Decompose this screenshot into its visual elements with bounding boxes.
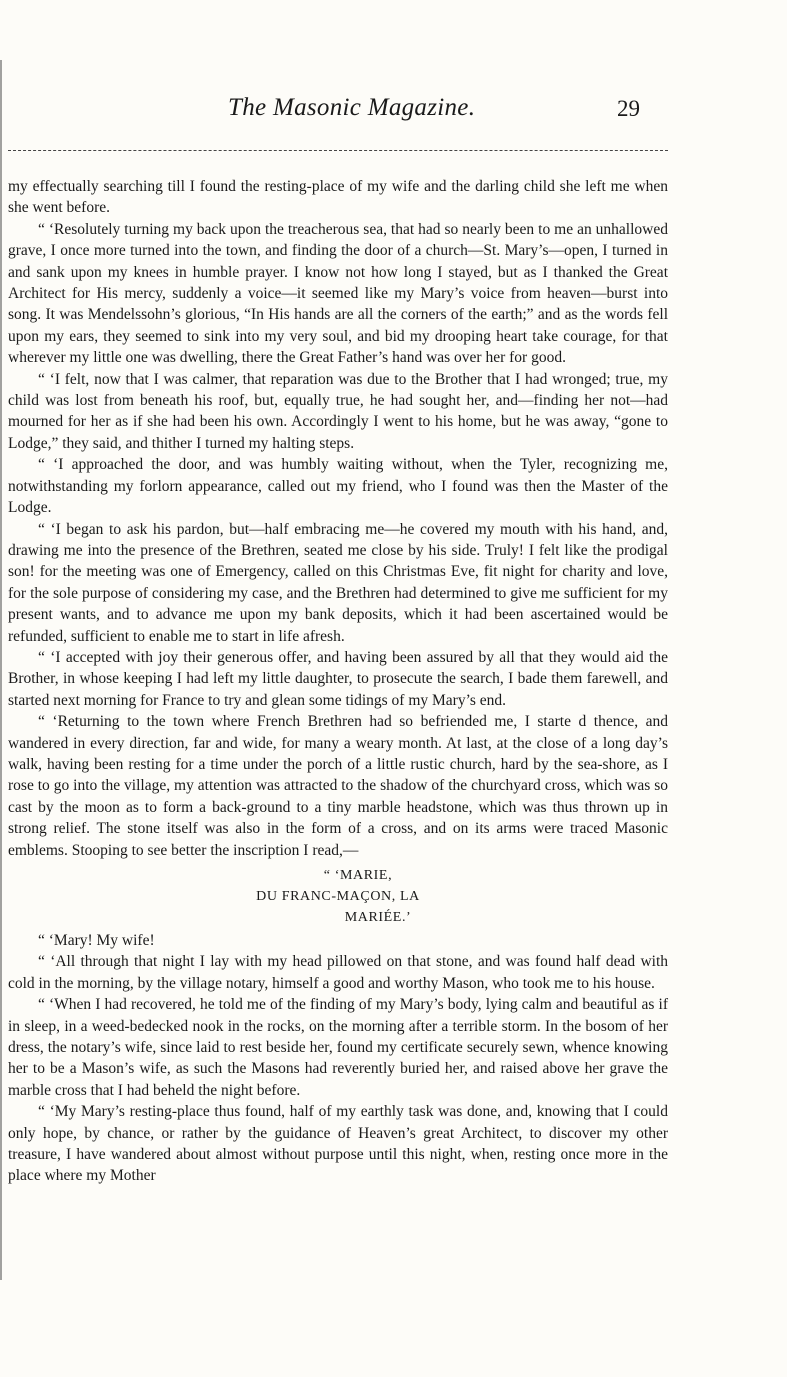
page-number: 29 [617,96,640,121]
paragraph: “ ‘I approached the door, and was humbly waiting without, when the Tyler, recognizing me, notwithstanding my forlorn appearance, called out my friend, who I found was then the Master of the Lodge. [8,456,668,517]
inscription-line: MARIÉE.’ [344,910,412,925]
paragraph: “ ‘When I had recovered, he told me of the finding of my Mary’s body, lying calm and beautiful as if in sleep, in a weed-bedecked nook in the rocks, on the morning after a terrible storm. In the bosom of her dress, the notary’s wife, since laid to rest beside her, found my certificate securely sewn, whence knowing her to be a Mason’s wife, as such the Masons had reverently buried her, and raised above her grave the marble cross that I had beheld the night before. [8,996,668,1099]
binding-edge [0,60,7,1280]
paragraph: “ ‘I felt, now that I was calmer, that reparation was due to the Brother that I had wronged; true, my child was lost from beneath his roof, but, equally true, he had sought her, and—finding her not—had mourned for her as if she had been his own. Accordingly I went to his home, but he was away, “gone to Lodge,” they said, and thither I turned my halting steps. [8,370,668,452]
page-header [0,88,787,128]
paragraph: “ ‘Returning to the town where French Brethren had so befriended me, I starte d thence, and wandered in every direction, far and wide, for many a weary month. At last, at the close of a long day’s walk, having been resting for a time under the porch of a little rustic church, hard by the sea-shore, as I rose to go into the village, my attention was attracted to the shadow of the churchyard cross, which was so cast by the moon as to form a back-ground to a tiny marble headstone, which was thus thrown up in strong relief. The stone itself was also in the form of a cross, and on its arms were traced Masonic emblems. Stooping to see better the inscription I read,— [8,713,668,859]
paragraph: “ ‘All through that night I lay with my head pillowed on that stone, and was found half dead with cold in the morning, by the village notary, himself a good and worthy Mason, who took me to his house. [8,953,668,992]
inscription-line: DU FRANC-MAÇON, LA [256,889,420,904]
paragraph: “ ‘Mary! My wife! [38,932,155,949]
paragraph: “ ‘I accepted with joy their generous offer, and having been assured by all that they would aid the Brother, in whose keeping I had left my little daughter, to prosecute the search, I bade them farewell, and started next morning for France to try and glean some tidings of my Mary’s end. [8,648,668,709]
paragraph: “ ‘My Mary’s resting-place thus found, half of my earthly task was done, and, knowing that I could only hope, by chance, or rather by the guidance of Heaven’s great Architect, to discover my other treasure, I have wandered about almost without purpose until this night, when, resting once more in the place where my Mother [8,1103,668,1185]
inscription-line: “ ‘MARIE, [323,868,393,883]
running-title: The Masonic Magazine. [228,94,476,121]
header-rule [8,150,668,151]
headstone-inscription [8,865,668,928]
paragraph: my effectually searching till I found the resting-place of my wife and the darling child she left me when she went before. [8,178,668,217]
paragraph: “ ‘I began to ask his pardon, but—half embracing me—he covered my mouth with his hand, and, drawing me into the presence of the Brethren, seated me close by his side. Truly! I felt like the prodigal son! for the meeting was one of Emergency, called on this Christmas Eve, fit night for charity and love, for the sole purpose of considering my case, and the Brethren had determined to give me sufficient for my present wants, and to advance me upon my bank deposits, which it had been ascertained would be refunded, sufficient to enable me to start in life afresh. [8,520,668,645]
paragraph: “ ‘Resolutely turning my back upon the treacherous sea, that had so nearly been to me an unhallowed grave, I once more turned into the town, and finding the door of a church—St. Mary’s—open, I turned in and sank upon my knees in humble prayer. I know not how long I stayed, but as I thanked the Great Architect for His mercy, suddenly a voice—it seemed like my Mary’s voice from heaven—burst into song. It was Mendelssohn’s glorious, “In His hands are all the corners of the earth;” and as the words fell upon my ears, they seemed to sink into my very soul, and bid my drooping heart take courage, for that wherever my little one was dwelling, there the Great Father’s hand was over her for good. [8,220,668,367]
article-body [8,176,668,1187]
